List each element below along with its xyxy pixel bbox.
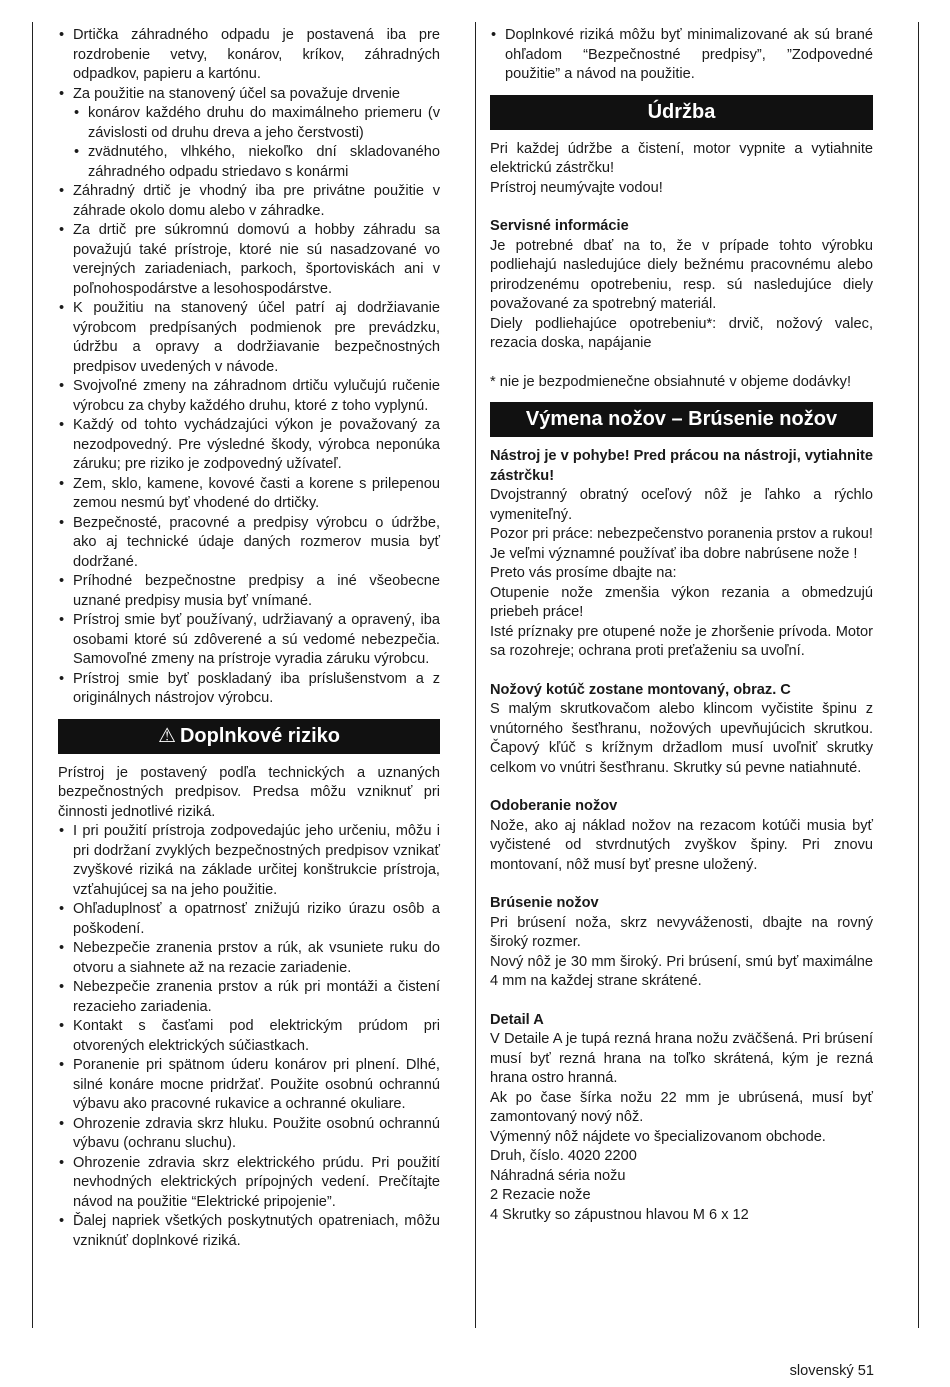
paragraph: Pozor pri práce: nebezpečenstvo poranenia prstov a rukou! xyxy=(490,526,873,542)
paragraph: Pri každej údržbe a čistení, motor vypnite a vytiahnite elektrickú zástrčku! xyxy=(490,140,873,176)
list-item: • Svojvoľné zmeny na záhradnom drtiču vylučujú ručenie výrobcu za chyby každého druhu, ktoré z toho vyplynú. xyxy=(58,377,440,416)
list-item: • Prístroj smie byť používaný, udržiavaný a opravený, iba osobami ktoré sú zdôverené a sú vedomé nebezpečia. Samovoľné zmeny na prístroje vyradia záruku výrobcu. xyxy=(58,611,440,670)
list-item: • Nebezpečie zranenia prstov a rúk pri montáži a čistení rezacieho zariadenia. xyxy=(58,978,440,1017)
list-item: • Drtička záhradného odpadu je postavená iba pre rozdrobenie vetvy, konárov, kríkov, záhradných odpadkov, papieru a kartónu. xyxy=(58,26,440,85)
list-item: • Ďalej napriek všetkých poskytnutých opatreniach, môžu vzniknúť doplnkové riziká. xyxy=(58,1212,440,1251)
list-item: • Prístroj smie byť poskladaný iba príslušenstvom a z originálnych nástrojov výrobcu. xyxy=(58,670,440,709)
left-margin-rule xyxy=(32,22,33,1328)
list-item: • Zem, sklo, kamene, kovové časti a korene s prilepenou zemou nesmú byť vhodené do drtičky. xyxy=(58,475,440,514)
section-heading-doplnkove-riziko xyxy=(58,719,440,754)
section-heading-label: Doplnkové riziko xyxy=(179,724,340,747)
paragraph: Isté príznaky pre otupené nože je zhoršenie prívoda. Motor sa rozohreje; ochrana proti preťaženiu sa uvoľní. xyxy=(490,623,873,659)
right-column xyxy=(490,26,873,1225)
right-margin-rule xyxy=(918,22,919,1328)
paragraph: Diely podliehajúce opotrebeniu*: drvič, nožový valec, rezacia doska, napájanie xyxy=(490,315,873,351)
list-item: • Za použitie na stanovený účel sa považuje drvenie xyxy=(58,85,440,105)
paragraph: Preto vás prosíme dbajte na: xyxy=(490,565,677,581)
left-column xyxy=(58,26,440,1251)
subheading-brusenie: Brúsenie nožov xyxy=(490,895,599,911)
list-item: • Ohľaduplnosť a opatrnosť znižujú riziko úrazu osôb a poškodení. xyxy=(58,900,440,939)
list-item: • Kontakt s časťami pod elektrickým prúdom pri otvorených elektrických súčiastkach. xyxy=(58,1017,440,1056)
section-intro: Prístroj je postavený podľa technických a uznaných bezpečnostných predpisov. Predsa môžu vzniknuť pri činnosti jednotlivé riziká. xyxy=(58,764,440,820)
list-item: • Za drtič pre súkromnú domovú a hobby záhradu sa považujú také prístroje, ktoré nie sú nasadzované vo verejných zariadeniach, parkoch, športoviskách ani v poľnohospodárstve a lesohospodárstve. xyxy=(58,221,440,299)
list-item: • Príhodné bezpečnostne predpisy a iné všeobecne uznané predpisy musia byť vnímané. xyxy=(58,572,440,611)
paragraph: Dvojstranný obratný oceľový nôž je ľahko a rýchlo vymeniteľný. xyxy=(490,487,873,523)
list-item: • Záhradný drtič je vhodný iba pre privátne použitie v záhrade okolo domu alebo v záhradke. xyxy=(58,182,440,221)
paragraph: S malým skrutkovačom alebo klincom vyčistite špinu z vnútorného šesťhranu, nožových upevňujúcich skrutkou. Čapový kľúč s krížnym držadlom musí uvoľniť skrutky celkom vo vnútri šesťhranu. Skrutky sú pevne natiahnuté. xyxy=(490,701,873,776)
paragraph: Nože, ako aj náklad nožov na rezacom kotúči musia byť vyčistené od stvrdnutých zvyškov špiny. Pri znovu montovaní, nôž musí byť presne uložený. xyxy=(490,817,873,873)
paragraph: 2 Rezacie nože xyxy=(490,1187,591,1203)
warning-icon: ⚠ xyxy=(158,724,176,747)
paragraph: Je veľmi významné používať iba dobre nabrúsene nože ! xyxy=(490,545,858,562)
subheading-detail-a: Detail A xyxy=(490,1011,544,1028)
paragraph: 4 Skrutky so zápustnou hlavou M 6 x 12 xyxy=(490,1206,749,1223)
paragraph: Druh, číslo. 4020 2200 xyxy=(490,1148,637,1164)
list-item: • Bezpečnosté, pracovné a predpisy výrobcu o údržbe, ako aj technické údaje daných rozmerov musia byť dodržané. xyxy=(58,514,440,573)
paragraph: Ak po čase šírka nožu 22 mm je ubrúsená, musí byť zamontovaný nový nôž. xyxy=(490,1089,873,1125)
column-divider-rule xyxy=(475,22,476,1328)
warning-text: Nástroj je v pohybe! Pred prácou na nástroji, vytiahnite zástrčku! xyxy=(490,448,873,484)
list-item: • Poranenie pri spätnom úderu konárov pri plnení. Dlhé, silné konáre mocne pridržať. Použite osobnú ochrannú výbavu ako pracovné rukavice a ochranné okuliare. xyxy=(58,1056,440,1115)
list-item: • Ohrozenie zdravia skrz elektrického prúdu. Pri použití nevhodných elektrických prípojných vedení. Prečítajte návod na použitie “Elektrické pripojenie”. xyxy=(58,1154,440,1213)
subheading-odoberanie: Odoberanie nožov xyxy=(490,798,618,814)
paragraph: Výmenný nôž nájdete vo špecializovanom obchode. xyxy=(490,1128,826,1145)
paragraph: Otupenie nože zmenšia výkon rezania a obmedzujú priebeh práce! xyxy=(490,584,873,620)
subheading-servis: Servisné informácie xyxy=(490,218,629,234)
subheading-kotuc: Nožový kotúč zostane montovaný, obraz. C xyxy=(490,681,791,698)
list-item: • Doplnkové riziká môžu byť minimalizované ak sú brané ohľadom “Bezpečnostné predpisy”, ”Zodpovedné použitie” a návod na použitie. xyxy=(490,26,873,85)
page-number: slovenský 51 xyxy=(789,1363,874,1379)
sub-list-item: • zvädnutého, vlhkého, niekoľko dní skladovaného záhradného odpadu striedavo s konármi xyxy=(73,143,440,182)
paragraph: Nový nôž je 30 mm široký. Pri brúsení, smú byť maximálne 4 mm na každej strane skrátené. xyxy=(490,953,873,989)
footnote: * nie je bezpodmienečne obsiahnuté v objeme dodávky! xyxy=(490,373,852,390)
section-heading-vymena-nozov: Výmena nožov – Brúsenie nožov xyxy=(490,402,873,437)
paragraph: Prístroj neumývajte vodou! xyxy=(490,179,663,196)
list-item: • I pri použití prístroja zodpovedajúc jeho určeniu, môžu i pri dodržaní zvyklých bezpečnostných predpisov vznikať zvyškové riziká na základe určitej konštrukcie prístroja, vzťahujúcej sa na jeho použitie. xyxy=(58,822,440,900)
list-item: • Ohrozenie zdravia skrz hluku. Použite osobnú ochrannú výbavu (ochranu sluchu). xyxy=(58,1115,440,1154)
list-item: • Každý od tohto vychádzajúci výkon je považovaný za nezodpovedný. Pre výsledné škody, výrobca neponúka záruku; pre riziko je zodpovedný užívateľ. xyxy=(58,416,440,475)
paragraph: V Detaile A je tupá rezná hrana nožu zväčšená. Pri brúsení musí byť rezná hrana na toľko skrátená, kým je rezná hrana ostro hranná. xyxy=(490,1031,873,1086)
sub-list-item: • konárov každého druhu do maximálneho priemeru (v závislosti od druhu dreva a jeho čerstvosti) xyxy=(73,104,440,143)
section-heading-udrzba: Údržba xyxy=(490,95,873,130)
paragraph: Náhradná séria nožu xyxy=(490,1167,626,1184)
paragraph: Je potrebné dbať na to, že v prípade tohto výrobku podliehajú nasledujúce diely bežnému pracovnému alebo prirodzenému opotrebeniu, resp. sú nasledujúce diely považované za spotrebný materiál. xyxy=(490,237,873,312)
paragraph: Pri brúsení noža, skrz nevyváženosti, dbajte na rovný široký rozmer. xyxy=(490,914,873,950)
list-item: • K použitiu na stanovený účel patrí aj dodržiavanie výrobcom predpísaných podmienok pre prevádzku, údržbu a opravy a dodržiavanie bezpečnostných predpisov uvedených v návode. xyxy=(58,299,440,377)
list-item: • Nebezpečie zranenia prstov a rúk, ak vsuniete ruku do otvoru a siahnete až na rezacie zariadenie. xyxy=(58,939,440,978)
